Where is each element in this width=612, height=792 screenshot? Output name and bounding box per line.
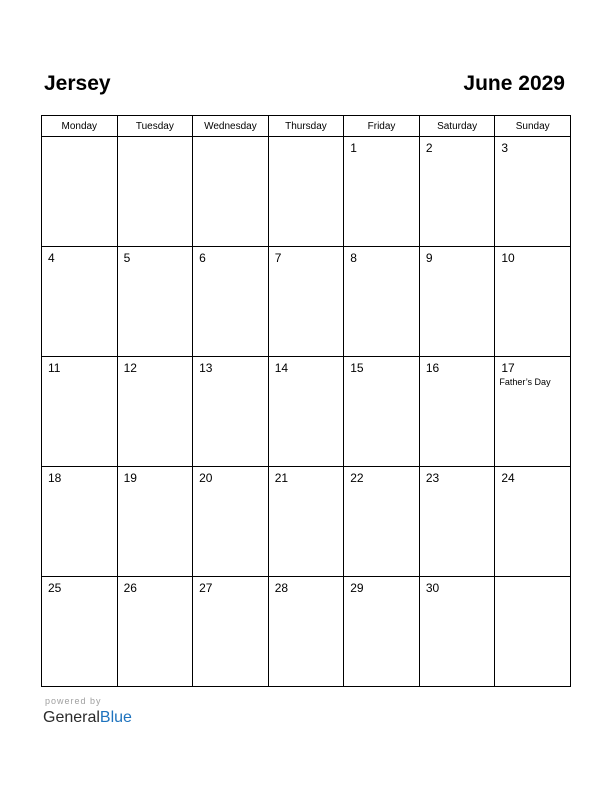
day-cell — [495, 357, 571, 467]
day-number: 11 — [48, 361, 61, 375]
brand-name-blue: Blue — [99, 709, 132, 726]
day-cell — [268, 137, 344, 247]
weekday-header-monday: Monday — [42, 116, 118, 137]
week-row — [42, 467, 571, 577]
weekday-header-sunday: Sunday — [495, 116, 571, 137]
day-cell — [42, 467, 118, 577]
day-number: 1 — [350, 141, 357, 155]
day-number: 6 — [199, 251, 206, 265]
weekday-header-wednesday: Wednesday — [193, 116, 269, 137]
brand-logo — [43, 708, 132, 728]
day-cell — [193, 247, 269, 357]
day-cell — [419, 577, 495, 687]
day-cell — [419, 357, 495, 467]
day-number: 23 — [425, 471, 440, 485]
day-cell — [42, 247, 118, 357]
month-title: June 2029 — [463, 72, 565, 95]
day-number: 8 — [350, 251, 357, 265]
day-cell — [42, 137, 118, 247]
day-number: 26 — [123, 581, 137, 595]
week-row — [42, 137, 571, 247]
day-cell — [344, 247, 420, 357]
day-cell — [268, 247, 344, 357]
region-title: Jersey — [44, 72, 111, 95]
day-cell — [344, 137, 420, 247]
day-number: 19 — [123, 471, 137, 485]
day-number: 12 — [123, 361, 137, 375]
day-cell — [117, 467, 193, 577]
week-row — [42, 357, 571, 467]
day-number: 22 — [350, 471, 364, 485]
day-cell — [419, 247, 495, 357]
day-cell — [268, 357, 344, 467]
day-cell — [344, 467, 420, 577]
day-cell — [495, 137, 571, 247]
day-cell — [419, 467, 495, 577]
day-cell — [419, 137, 495, 247]
day-cell — [117, 577, 193, 687]
weekday-header-thursday: Thursday — [268, 116, 344, 137]
day-cell — [344, 577, 420, 687]
holiday-label: Father’s Day — [499, 377, 551, 387]
powered-by-text: powered by — [45, 696, 102, 706]
day-cell — [495, 467, 571, 577]
day-number: 16 — [425, 361, 440, 375]
day-cell — [495, 247, 571, 357]
day-number: 28 — [274, 581, 289, 595]
day-number: 20 — [199, 471, 213, 485]
weekday-header-saturday: Saturday — [419, 116, 495, 137]
weekday-header-row — [42, 116, 571, 137]
week-row — [42, 247, 571, 357]
day-number: 10 — [501, 251, 515, 265]
day-cell — [117, 247, 193, 357]
day-number: 7 — [274, 251, 282, 265]
week-row — [42, 577, 571, 687]
day-number: 30 — [425, 581, 440, 595]
day-cell — [117, 137, 193, 247]
day-number: 14 — [274, 361, 289, 375]
day-cell — [268, 577, 344, 687]
day-number: 24 — [501, 471, 515, 485]
weekday-header-tuesday: Tuesday — [117, 116, 193, 137]
day-cell — [193, 137, 269, 247]
day-number: 13 — [199, 361, 213, 375]
day-number: 18 — [48, 471, 62, 485]
day-cell — [42, 577, 118, 687]
day-cell — [193, 577, 269, 687]
day-number: 17 — [501, 361, 515, 375]
day-number: 2 — [425, 141, 433, 155]
calendar-body — [42, 137, 571, 687]
day-number: 27 — [199, 581, 213, 595]
brand-name-general: General — [43, 709, 100, 726]
day-cell — [193, 357, 269, 467]
day-number: 29 — [350, 581, 364, 595]
day-cell — [42, 357, 118, 467]
day-number: 9 — [425, 251, 433, 265]
calendar-grid — [41, 115, 571, 687]
footer-branding — [43, 696, 132, 728]
day-cell — [268, 467, 344, 577]
day-cell — [344, 357, 420, 467]
day-number: 25 — [48, 581, 62, 595]
day-number: 5 — [123, 251, 131, 265]
day-cell — [117, 357, 193, 467]
day-number: 3 — [501, 141, 509, 155]
day-cell — [495, 577, 571, 687]
day-number: 15 — [350, 361, 364, 375]
weekday-header-friday: Friday — [344, 116, 420, 137]
day-number: 4 — [48, 251, 55, 265]
day-number: 21 — [274, 471, 289, 485]
day-cell — [193, 467, 269, 577]
